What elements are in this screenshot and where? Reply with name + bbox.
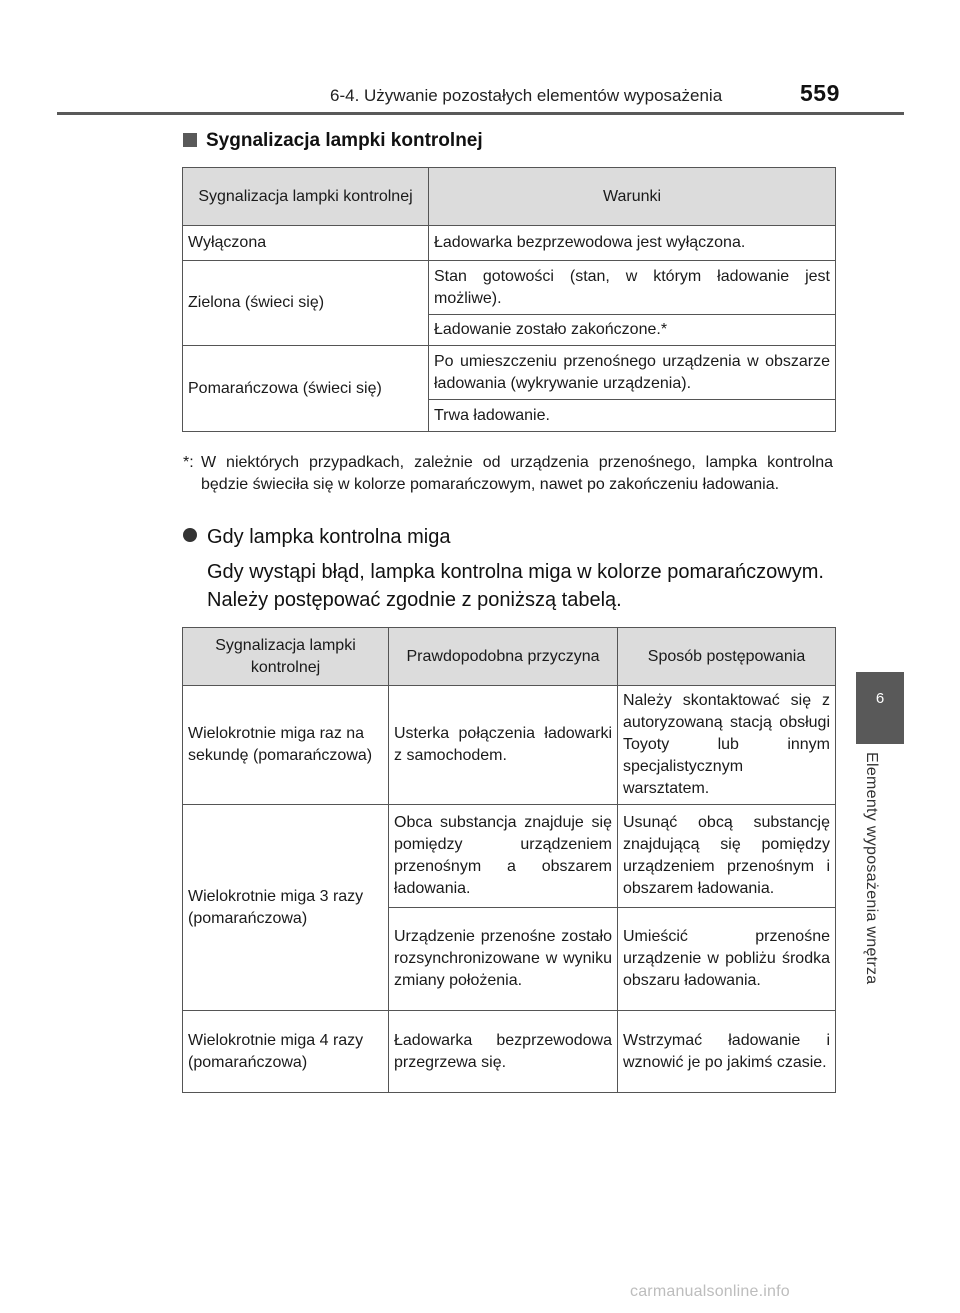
table-row [183,1011,836,1093]
section-title-text: Sygnalizacja lampki kontrolnej [206,130,483,151]
table-row [183,226,836,261]
indicator-status-table [182,167,836,432]
blink-body-text: Gdy wystąpi błąd, lampka kontrolna miga w kolorze pomarańczowym. Należy postępować zgodnie z poniższą tabelą. [207,561,824,611]
table-header-row [183,628,836,686]
table-cell-indicator: Pomarańczowa (świeci się) [183,346,429,432]
table-row [183,686,836,805]
table-cell-action: Wstrzymać ładowanie i wznowić je po jakimś czasie. [618,1011,836,1093]
table-cell-cause: Obca substancja znajduje się pomiędzy urządzeniem przenośnym a obszarem ładowania. [389,805,618,908]
table-header-cell: Sygnalizacja lampki kontrolnej [183,168,429,226]
blink-heading-text: Gdy lampka kontrolna miga [207,526,451,548]
watermark: carmanualsonline.info [630,1283,790,1300]
table-cell-condition: Ładowanie zostało zakończone.* [429,315,836,346]
table-cell-cause: Ładowarka bezprzewodowa przegrzewa się. [389,1011,618,1093]
table-header-cell: Prawdopodobna przyczyna [389,628,618,686]
table-cell-cause: Usterka połączenia ładowarki z samochodem. [389,686,618,805]
table-cell-indicator: Zielona (świeci się) [183,261,429,346]
table-cell-condition: Ładowarka bezprzewodowa jest wyłączona. [429,226,836,261]
chapter-label-text: Elementy wyposażenia wnętrza [863,752,880,985]
table-header-cell: Sposób postępowania [618,628,836,686]
table-row [183,261,836,315]
chapter-number: 6 [875,690,885,707]
footnote [183,452,833,496]
table-cell-cause: Urządzenie przenośne zostało rozsynchronizowane w wyniku zmiany położenia. [389,908,618,1011]
chapter-tab [856,672,904,744]
header-rule [57,112,904,115]
table-header-cell: Sygnalizacja lampki kontrolnej [183,628,389,686]
square-bullet-icon [183,133,197,147]
table-header-cell: Warunki [429,168,836,226]
table-cell-condition: Trwa ładowanie. [429,400,836,432]
table-cell-action: Umieścić przenośne urządzenie w pobliżu środka obszaru ładowania. [618,908,836,1011]
footnote-text: W niektórych przypadkach, zależnie od urządzenia przenośnego, lampka kontrolna będzie świeciła się w kolorze pomarańczowym, nawet po zakończeniu ładowania. [201,454,833,493]
table-cell-indicator: Wielokrotnie miga raz na sekundę (pomarańczowa) [183,686,389,805]
table-cell-condition: Stan gotowości (stan, w którym ładowanie jest możliwe). [429,261,836,315]
table-cell-indicator: Wielokrotnie miga 4 razy (pomarańczowa) [183,1011,389,1093]
page-header-title: 6-4. Używanie pozostałych elementów wyposażenia [330,86,723,105]
table-cell-condition: Po umieszczeniu przenośnego urządzenia w obszarze ładowania (wykrywanie urządzenia). [429,346,836,400]
table-cell-indicator: Wyłączona [183,226,429,261]
table-header-row [183,168,836,226]
table-row [183,346,836,400]
blink-troubleshooting-table [182,627,836,1093]
table-cell-action: Należy skontaktować się z autoryzowaną stacją obsługi Toyoty lub innym specjalistycznym warsztatem. [618,686,836,805]
table-cell-indicator: Wielokrotnie miga 3 razy (pomarańczowa) [183,805,389,1011]
blink-heading [183,526,450,549]
page-number: 559 [800,80,840,106]
table-cell-action: Usunąć obcą substancję znajdującą się pomiędzy urządzeniem przenośnym i obszarem ładowania. [618,805,836,908]
table-row [183,805,836,908]
round-bullet-icon [183,528,197,542]
chapter-label [858,752,902,1022]
section-title [183,130,483,152]
footnote-mark: *: [183,454,194,471]
